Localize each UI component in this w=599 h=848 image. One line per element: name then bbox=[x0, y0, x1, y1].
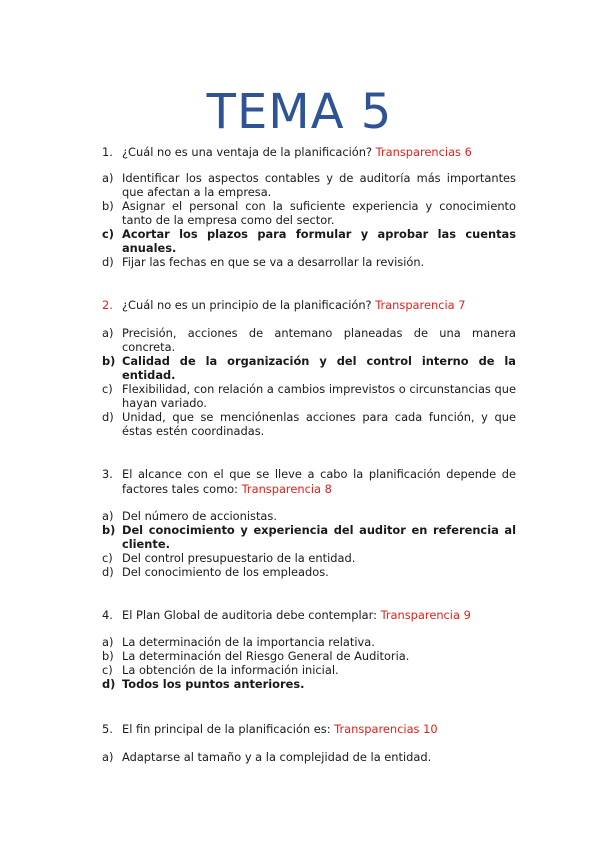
option-label: d) bbox=[102, 565, 114, 579]
option-text: Todos los puntos anteriores. bbox=[122, 677, 305, 691]
question-text bbox=[102, 467, 516, 497]
question-5 bbox=[102, 722, 516, 764]
option-d bbox=[102, 255, 516, 269]
option-text: La determinación del Riesgo General de Auditoria. bbox=[122, 649, 410, 663]
question-reference: Transparencias 6 bbox=[375, 145, 472, 159]
option-label: b) bbox=[102, 523, 116, 537]
option-b bbox=[102, 649, 516, 663]
option-label: d) bbox=[102, 255, 114, 269]
option-text: Identificar los aspectos contables y de auditoría más importantes que afectan a la empresa. bbox=[122, 171, 516, 199]
option-text: Calidad de la organización y del control interno de la entidad. bbox=[122, 354, 516, 382]
option-text: Del conocimiento de los empleados. bbox=[122, 565, 329, 579]
option-a bbox=[102, 635, 516, 649]
option-list bbox=[102, 635, 516, 691]
question-number: 3. bbox=[102, 467, 113, 481]
option-label: b) bbox=[102, 649, 114, 663]
question-reference: Transparencia 7 bbox=[375, 298, 466, 312]
question-text bbox=[102, 722, 516, 737]
question-1 bbox=[102, 145, 516, 269]
option-text: Acortar los plazos para formular y aprobar las cuentas anuales. bbox=[122, 227, 516, 255]
question-3 bbox=[102, 467, 516, 579]
option-label: a) bbox=[102, 750, 114, 764]
option-c-correct bbox=[102, 227, 516, 255]
option-text: Asignar el personal con la suficiente experiencia y conocimiento tanto de la empresa como del sector. bbox=[122, 199, 516, 227]
option-text: Fijar las fechas en que se va a desarrollar la revisión. bbox=[122, 255, 425, 269]
option-a bbox=[102, 750, 516, 764]
option-d-correct bbox=[102, 677, 516, 691]
option-c bbox=[102, 382, 516, 410]
question-text bbox=[102, 298, 516, 313]
option-text: Del control presupuestario de la entidad. bbox=[122, 551, 356, 565]
option-list bbox=[102, 171, 516, 269]
question-number: 5. bbox=[102, 722, 113, 736]
question-prompt: ¿Cuál no es una ventaja de la planificación? bbox=[122, 145, 373, 159]
option-text: Flexibilidad, con relación a cambios imprevistos o circunstancias que hayan variado. bbox=[122, 382, 516, 410]
option-a bbox=[102, 326, 516, 354]
option-text: Del conocimiento y experiencia del auditor en referencia al cliente. bbox=[122, 523, 516, 551]
question-2 bbox=[102, 298, 516, 438]
question-reference: Transparencia 9 bbox=[380, 608, 471, 622]
option-label: c) bbox=[102, 227, 114, 241]
option-text: Precisión, acciones de antemano planeadas de una manera concreta. bbox=[122, 326, 516, 354]
option-text: Del número de accionistas. bbox=[122, 509, 277, 523]
option-label: a) bbox=[102, 509, 114, 523]
option-d bbox=[102, 565, 516, 579]
option-b-correct bbox=[102, 523, 516, 551]
question-number: 4. bbox=[102, 608, 113, 622]
question-4 bbox=[102, 608, 516, 691]
question-text bbox=[102, 608, 516, 623]
option-d bbox=[102, 410, 516, 438]
question-reference: Transparencia 8 bbox=[241, 482, 332, 496]
option-label: a) bbox=[102, 326, 114, 340]
option-b-correct bbox=[102, 354, 516, 382]
question-number: 2. bbox=[102, 298, 113, 312]
option-b bbox=[102, 199, 516, 227]
option-list bbox=[102, 509, 516, 579]
option-label: c) bbox=[102, 551, 113, 565]
option-label: a) bbox=[102, 171, 114, 185]
option-a bbox=[102, 171, 516, 199]
option-text: La determinación de la importancia relativa. bbox=[122, 635, 375, 649]
option-label: b) bbox=[102, 354, 116, 368]
option-label: d) bbox=[102, 677, 116, 691]
option-c bbox=[102, 551, 516, 565]
question-number: 1. bbox=[102, 145, 113, 159]
option-list bbox=[102, 750, 516, 764]
page-title: TEMA 5 bbox=[206, 84, 393, 140]
option-label: a) bbox=[102, 635, 114, 649]
option-text: Unidad, que se menciónenlas acciones para cada función, y que éstas estén coordinadas. bbox=[122, 410, 516, 438]
question-prompt: El Plan Global de auditoria debe contemplar: bbox=[122, 608, 377, 622]
question-reference: Transparencias 10 bbox=[334, 722, 438, 736]
option-text: La obtención de la información inicial. bbox=[122, 663, 339, 677]
option-a bbox=[102, 509, 516, 523]
question-prompt: El fin principal de la planificación es: bbox=[122, 722, 331, 736]
question-prompt: ¿Cuál no es un principio de la planificación? bbox=[122, 298, 372, 312]
option-label: c) bbox=[102, 663, 113, 677]
question-text bbox=[102, 145, 516, 160]
option-text: Adaptarse al tamaño y a la complejidad de la entidad. bbox=[122, 750, 432, 764]
option-label: b) bbox=[102, 199, 114, 213]
option-label: c) bbox=[102, 382, 113, 396]
question-prompt: El alcance con el que se lleve a cabo la planificación depende de factores tales como: bbox=[122, 467, 516, 496]
option-list bbox=[102, 326, 516, 438]
option-label: d) bbox=[102, 410, 114, 424]
option-c bbox=[102, 663, 516, 677]
